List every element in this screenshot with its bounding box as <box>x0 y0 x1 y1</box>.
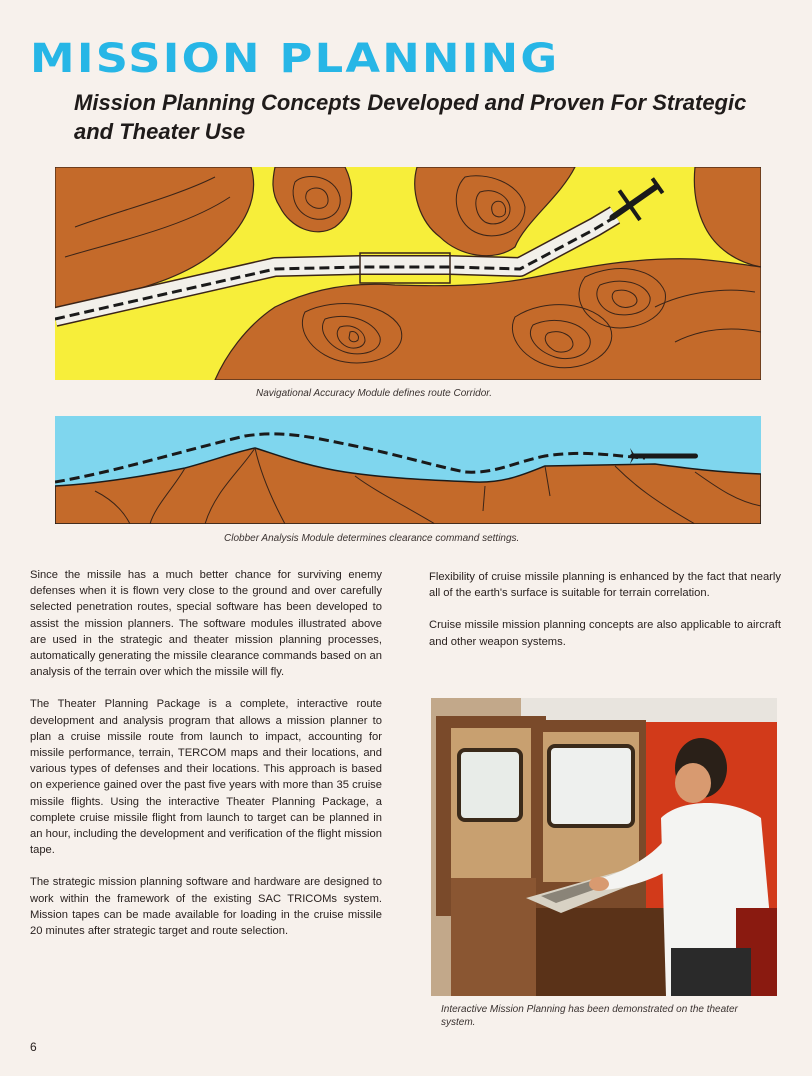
body-paragraph: The strategic mission planning software and hardware are designed to work within the framework of the existing SAC TRICOMs system. Mission tapes can be made available for loading in the cruise missile 20 minutes after strategic target and route selection. <box>30 876 382 938</box>
workstation-photo <box>431 698 777 996</box>
body-paragraph: Flexibility of cruise missile planning is enhanced by the fact that nearly all of the earth's surface is suitable for terrain correlation. <box>429 571 781 600</box>
route-corridor-caption: Navigational Accuracy Module defines route Corridor. <box>256 388 493 399</box>
body-paragraph: Cruise missile mission planning concepts are also applicable to aircraft and other weapon systems. <box>429 619 781 648</box>
page-number: 6 <box>30 1040 37 1054</box>
right-column <box>429 569 781 666</box>
body-paragraph: The Theater Planning Package is a complete, interactive route development and analysis program that allows a mission planner to plan a cruise missile route from launch to impact, accounting for missile performance, terrain, TERCOM maps and their locations, and various types of defenses and their locations. This approach is based on experience gained over the past five years with more than 35 cruise missile flights. Using the interactive Theater Planning Package, a complete cruise missile flight from launch to target can be planned in an hour, including the development and verification of the flight mission tape. <box>30 698 382 857</box>
body-paragraph: Since the missile has a much better chance for surviving enemy defenses when it is flown very close to the ground and over carefully selected penetration routes, special software has been developed to assist the mission planners. The software modules illustrated above are used in the strategic and theater mission planning processes, automatically generating the missile clearance commands based on an analysis of the terrain over which the missile will fly. <box>30 569 382 679</box>
page-subtitle: Mission Planning Concepts Developed and Proven For Strategic and Theater Use <box>74 90 747 144</box>
clobber-analysis-figure <box>55 416 761 524</box>
route-corridor-figure <box>55 167 761 380</box>
left-column <box>30 567 382 955</box>
photo-caption: Interactive Mission Planning has been demonstrated on the theater system. <box>441 1004 738 1028</box>
page-title: MISSION PLANNING <box>30 36 560 82</box>
clobber-analysis-caption: Clobber Analysis Module determines clearance command settings. <box>224 533 520 544</box>
